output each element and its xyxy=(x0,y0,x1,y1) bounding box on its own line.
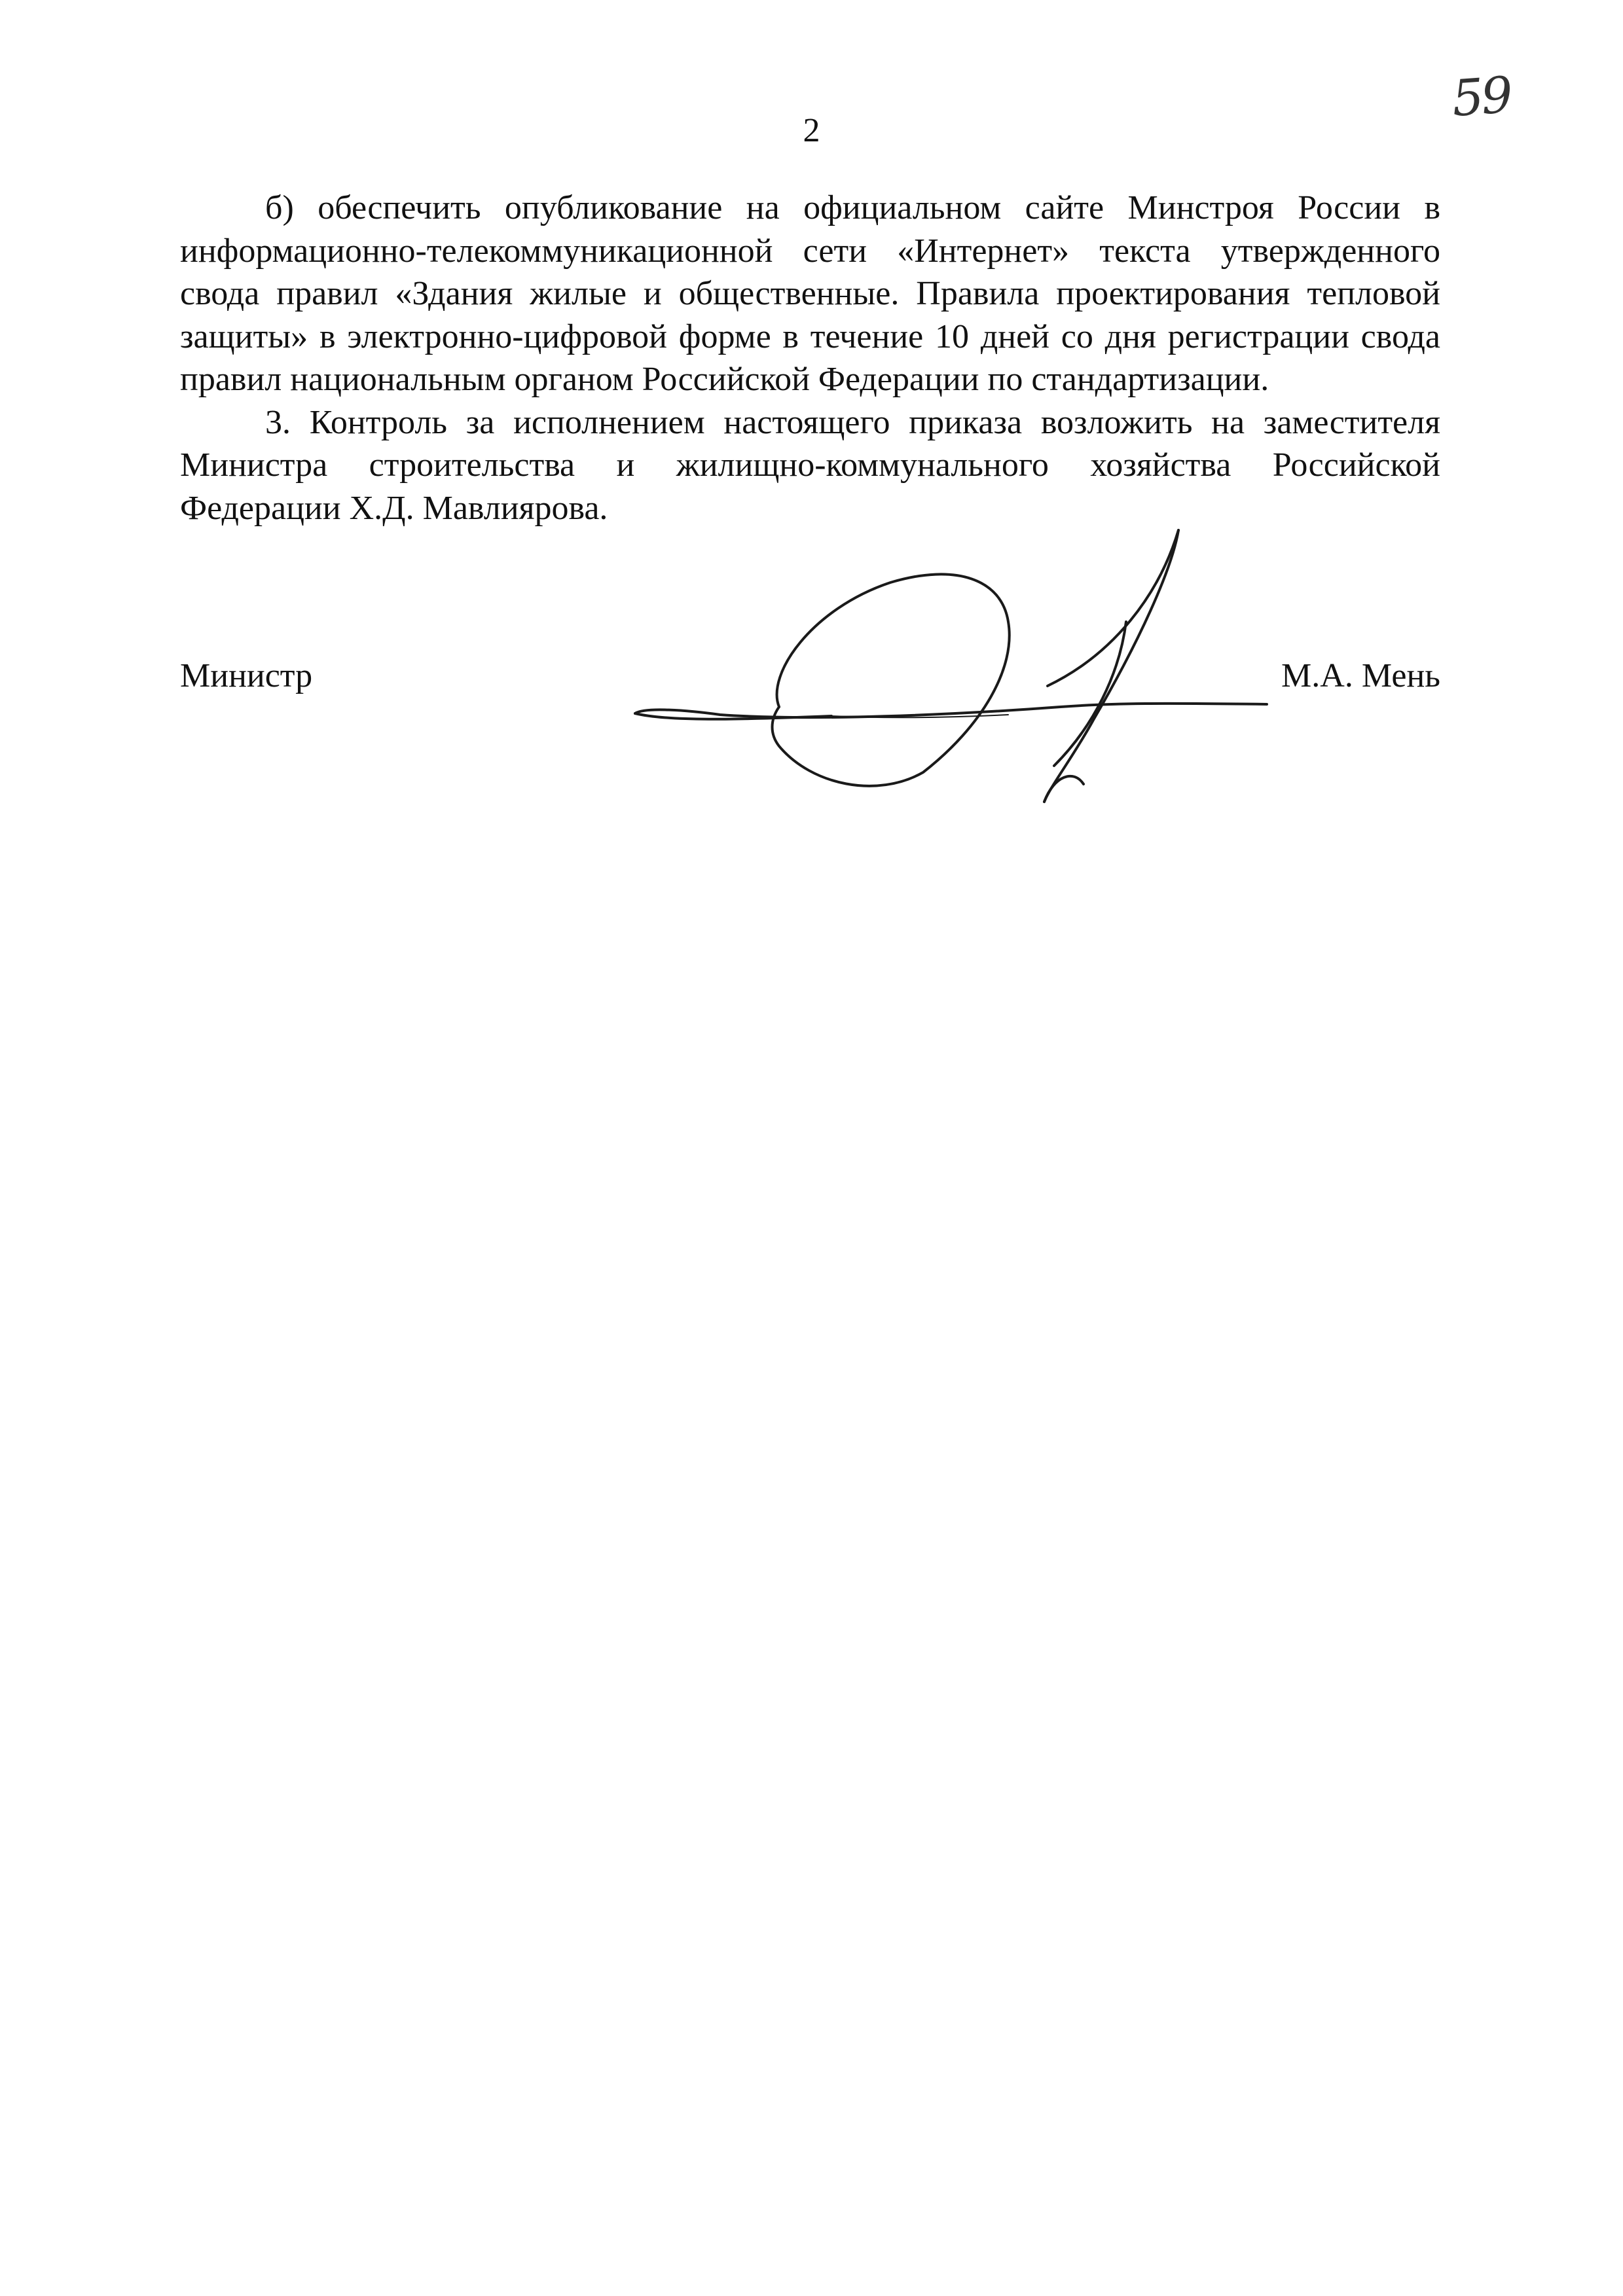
document-body xyxy=(180,187,1440,529)
signature-stroke-diagonal-1 xyxy=(1048,530,1178,686)
signatory-name: М.А. Мень xyxy=(1281,657,1440,694)
signature-stroke-hook xyxy=(1044,776,1084,802)
signature-stroke-diagonal-3 xyxy=(1054,622,1126,766)
signature-stroke-diagonal-2 xyxy=(1044,530,1178,802)
handwritten-signature xyxy=(615,511,1296,812)
page-number: 2 xyxy=(803,112,820,149)
signature-stroke-horizontal xyxy=(635,704,1267,717)
paragraph-control: 3. Контроль за исполнением настоящего приказа возложить на заместителя Министра строительства и жилищно-коммунального хозяйства Российской Федерации Х.Д. Мавлиярова. xyxy=(180,403,1440,527)
handwritten-archive-number: 59 xyxy=(1450,65,1512,128)
signature-stroke-loop xyxy=(773,574,1010,785)
paragraph-publication: б) обеспечить опубликование на официальном сайте Минстроя России в информационно-телекоммуникационной сети «Интернет» текста утвержденного свода правил «Здания жилые и общественные. Правила проектирования тепловой защиты» в электронно-цифровой форме в течение 10 дней со дня регистрации свода правил национальным органом Российской Федерации по стандартизации. xyxy=(180,189,1440,398)
signatory-title: Министр xyxy=(180,657,313,694)
